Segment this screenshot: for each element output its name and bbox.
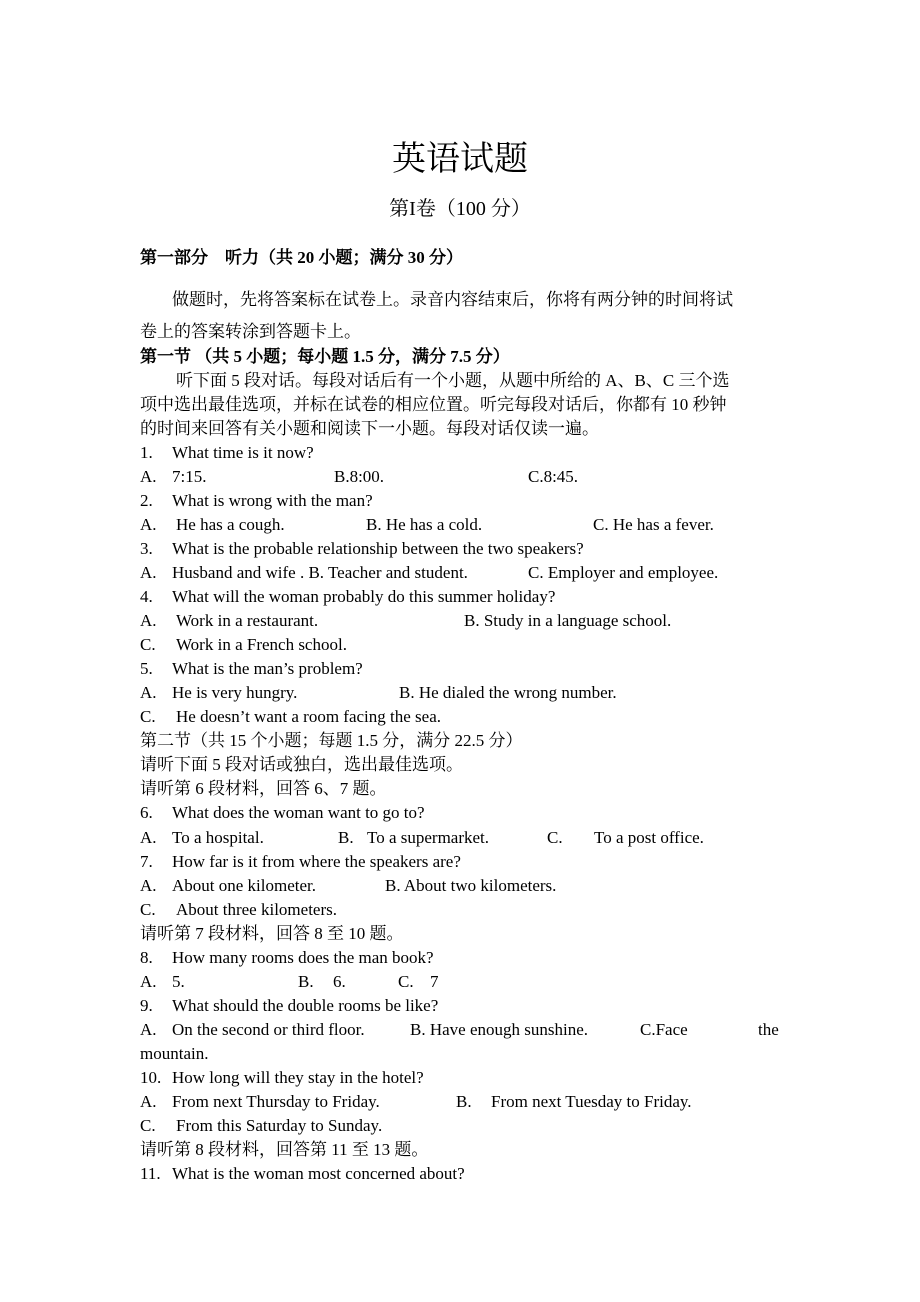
question-text: What does the woman want to go to? [172,803,425,822]
option-a: To a hospital. [172,828,264,847]
option-b: B. He has a cold. [366,515,483,534]
material-8-heading: 请听第 8 段材料，回答第 11 至 13 题。 [140,1140,429,1159]
option-b: From next Tuesday to Friday. [491,1092,692,1111]
option-b: To a supermarket. [367,828,490,847]
question-text: What will the woman probably do this summer holiday? [172,587,556,606]
option-b: B. He dialed the wrong number. [399,683,617,702]
option-a: From next Thursday to Friday. [172,1092,380,1111]
option-a: About one kilometer. [172,876,317,895]
page-subtitle: 第I卷（100 分） [389,198,531,220]
option-a: He is very hungry. [172,683,298,702]
option-label: A. [140,683,157,702]
option-a: On the second or third floor. [172,1020,365,1039]
option-c: C. He has a fever. [593,515,714,534]
material-6-heading: 请听第 6 段材料，回答 6、7 题。 [140,779,387,798]
section1-instructions-line: 听下面 5 段对话。每段对话后有一个小题，从题中所给的 A、B、C 三个选 [176,371,730,390]
question-text: What should the double rooms be like? [172,996,439,1015]
section2-heading: 第二节（共 15 个小题；每题 1.5 分，满分 22.5 分） [140,731,523,750]
option-c-continued: the [758,1020,779,1039]
option-label: B. [298,972,314,991]
option-label: A. [140,828,157,847]
part1-instructions-line: 做题时，先将答案标在试卷上。录音内容结束后，你将有两分钟的时间将试 [172,290,733,309]
part1-instructions-line: 卷上的答案转涂到答题卡上。 [140,322,361,341]
option-c-continued: mountain. [140,1044,209,1063]
question-number: 2. [140,491,153,510]
option-b: B.8:00. [334,467,385,486]
question-number: 10. [140,1068,162,1087]
option-c: About three kilometers. [176,900,337,919]
question-number: 11. [140,1164,161,1183]
option-a: He has a cough. [176,515,285,534]
option-label: A. [140,1092,157,1111]
option-b: B. Have enough sunshine. [410,1020,589,1039]
option-label: C. [140,635,156,654]
option-c: He doesn’t want a room facing the sea. [176,707,441,726]
option-a-b: Husband and wife . B. Teacher and student. [172,563,468,582]
option-label: C. [398,972,414,991]
question-number: 7. [140,852,153,871]
question-number: 6. [140,803,153,822]
option-c: Work in a French school. [176,635,347,654]
option-label: B. [456,1092,472,1111]
question-text: How far is it from where the speakers are? [172,852,461,871]
option-label: A. [140,876,157,895]
question-number: 3. [140,539,153,558]
option-label: C. [140,900,156,919]
option-c: To a post office. [594,828,704,847]
option-label: A. [140,467,157,486]
option-a: Work in a restaurant. [176,611,319,630]
option-label: A. [140,972,157,991]
option-a: 7:15. [172,467,207,486]
part1-heading: 第一部分 听力（共 20 小题；满分 30 分） [140,248,463,267]
question-number: 5. [140,659,153,678]
option-label: A. [140,611,157,630]
question-number: 9. [140,996,153,1015]
question-number: 4. [140,587,153,606]
option-b: 6. [333,972,346,991]
question-text: What is the man’s problem? [172,659,363,678]
question-text: What is the probable relationship between the two speakers? [172,539,584,558]
option-label: A. [140,515,157,534]
option-label: C. [547,828,563,847]
section1-instructions-line: 项中选出最佳选项，并标在试卷的相应位置。听完每段对话后，你都有 10 秒钟 [140,395,727,414]
option-label: C. [140,707,156,726]
material-7-heading: 请听第 7 段材料，回答 8 至 10 题。 [140,924,404,943]
question-text: How long will they stay in the hotel? [172,1068,424,1087]
option-c: C.Face [640,1020,688,1039]
option-a: 5. [172,972,185,991]
option-c: 7 [430,972,439,991]
option-c: C.8:45. [528,467,579,486]
page-title: 英语试题 [392,141,528,178]
option-label: B. [338,828,354,847]
question-text: How many rooms does the man book? [172,948,434,967]
question-text: What is wrong with the man? [172,491,373,510]
option-c: C. Employer and employee. [528,563,719,582]
option-c: From this Saturday to Sunday. [176,1116,383,1135]
question-number: 1. [140,443,153,462]
question-text: What time is it now? [172,443,314,462]
option-b: B. Study in a language school. [464,611,672,630]
option-label: C. [140,1116,156,1135]
section1-instructions-line: 的时间来回答有关小题和阅读下一小题。每段对话仅读一遍。 [140,419,599,438]
option-b: B. About two kilometers. [385,876,557,895]
option-label: A. [140,563,157,582]
question-number: 8. [140,948,153,967]
option-label: A. [140,1020,157,1039]
question-text: What is the woman most concerned about? [172,1164,465,1183]
section2-instructions: 请听下面 5 段对话或独白，选出最佳选项。 [140,755,463,774]
section1-heading: 第一节 （共 5 小题；每小题 1.5 分，满分 7.5 分） [140,347,510,366]
